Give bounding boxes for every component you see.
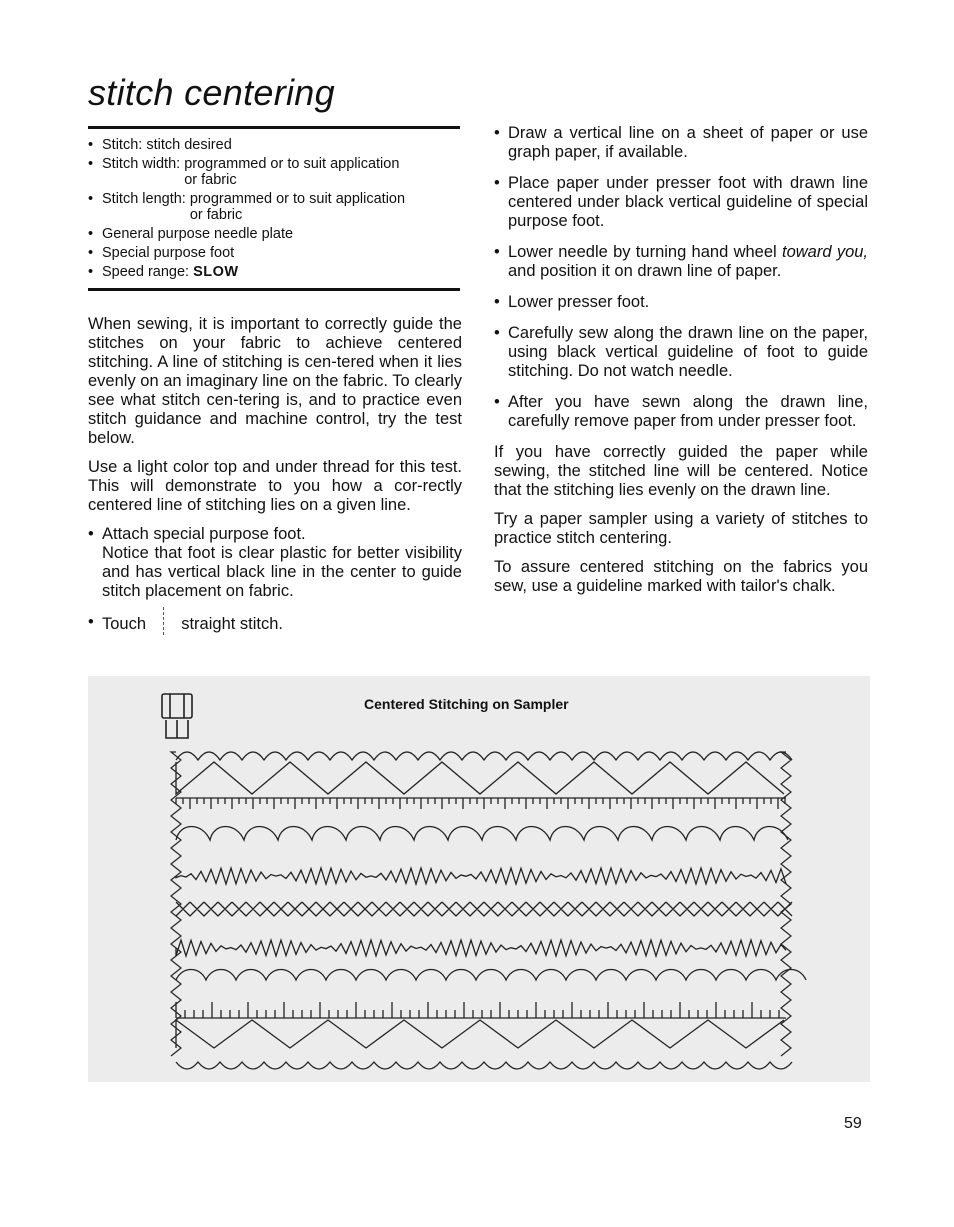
step-touch-text: Touch — [102, 615, 147, 633]
satin-wave-row-2 — [176, 940, 786, 956]
setting-speed-label: Speed range: — [102, 264, 190, 280]
cross-stitch-row — [176, 902, 792, 916]
step-lower-needle-emphasis: toward you, — [782, 243, 869, 261]
step-draw-line: • Draw a vertical line on a sheet of paper or use graph paper, if available. — [494, 124, 868, 162]
setting-width-label: Stitch width: — [102, 156, 181, 172]
straight-stitch-key-icon — [151, 613, 177, 633]
setting-stitch — [88, 137, 460, 153]
step-sew-along-line: • Carefully sew along the drawn line on the paper, using black vertical guideline of foot to guide stitching. Do not watch needle. — [494, 324, 868, 381]
settings-bottom-rule — [88, 288, 460, 291]
satin-wave-row — [176, 868, 786, 884]
step-touch-straight-stitch — [88, 613, 462, 634]
step-attach-foot-title: Attach special purpose foot. — [102, 525, 306, 543]
stitch-sampler-figure — [88, 676, 870, 1082]
setting-stitch-length — [88, 191, 460, 223]
setting-foot: • Special purpose foot — [88, 245, 460, 261]
setting-width-value-line1: programmed or to suit application — [184, 156, 400, 172]
right-text-column — [494, 124, 868, 606]
step-lower-presser-foot: • Lower presser foot. — [494, 293, 868, 312]
setting-stitch-value: stitch desired — [146, 137, 232, 153]
step-lower-needle-after: and position it on drawn line of paper. — [508, 262, 782, 280]
leaf-stitch-row-2 — [176, 1062, 792, 1069]
leaf-stitch-row — [176, 752, 792, 760]
setting-needle-plate: • General purpose needle plate — [88, 226, 460, 242]
step-place-paper: • Place paper under presser foot with drawn line centered under black vertical guideline of special purpose foot. — [494, 174, 868, 231]
presser-foot-icon — [162, 694, 192, 738]
setting-length-value-line1: programmed or to suit application — [189, 191, 406, 207]
setting-length-label: Stitch length: — [102, 191, 186, 207]
stitch-sampler-illustration — [88, 676, 870, 1082]
step-lower-needle-text: Lower needle by turning hand wheel — [508, 243, 777, 261]
sampler-paragraph: Try a paper sampler using a variety of stitches to practice stitch centering. — [494, 510, 868, 547]
page-number: 59 — [844, 1115, 862, 1132]
setting-width-value-line2: or fabric — [184, 172, 237, 188]
setting-stitch-label: Stitch: — [102, 137, 143, 153]
step-touch-after-text: straight stitch. — [181, 615, 284, 633]
step-attach-foot-body: Notice that foot is clear plastic for better visibility and has vertical black line in the center to guide stitch placement on fabric. — [102, 544, 462, 600]
fringe-stitch-row-2 — [176, 1002, 786, 1018]
right-steps-list — [494, 124, 868, 431]
setting-stitch-width — [88, 156, 460, 188]
fringe-stitch-row — [176, 798, 786, 809]
figure-caption: Centered Stitching on Sampler — [364, 696, 569, 712]
page-title: stitch centering — [88, 72, 335, 113]
setting-width-value — [184, 156, 399, 188]
tailors-chalk-paragraph: To assure centered stitching on the fabrics you sew, use a guideline marked with tailor's chalk. — [494, 558, 868, 595]
thread-paragraph: Use a light color top and under thread for this test. This will demonstrate to you how a cor-rectly centered line of stitching lies on a given line. — [88, 458, 462, 514]
zigzag-stitch-row-2 — [176, 1020, 784, 1048]
settings-top-rule — [88, 126, 460, 129]
setting-length-value-line2: or fabric — [189, 207, 243, 223]
step-lower-needle — [494, 243, 868, 281]
loop-stitch-row — [176, 827, 788, 841]
setting-speed-range — [88, 264, 460, 280]
zigzag-stitch-row — [176, 762, 784, 794]
left-steps-list — [88, 525, 462, 634]
guided-paper-paragraph: If you have correctly guided the paper while sewing, the stitched line will be centered. Notice that the stitching lies evenly on the drawn line. — [494, 443, 868, 499]
left-text-column — [88, 315, 462, 646]
intro-paragraph: When sewing, it is important to correctly guide the stitches on your fabric to achieve centered stitching. A line of stitching is cen-tered when it lies evenly on an imaginary line on the fabric. To clearly see what stitch cen-tering is, and to practice even stitch guidance and machine control, try the test below. — [88, 315, 462, 447]
step-attach-foot — [88, 525, 462, 601]
heart-stitch-row — [176, 970, 806, 981]
step-remove-paper: • After you have sewn along the drawn line, carefully remove paper from under presser foot. — [494, 393, 868, 431]
sampler-stitch-rows — [176, 752, 806, 1069]
setting-speed-value: SLOW — [193, 264, 239, 280]
machine-settings-list — [88, 137, 460, 283]
setting-length-value — [190, 191, 405, 223]
